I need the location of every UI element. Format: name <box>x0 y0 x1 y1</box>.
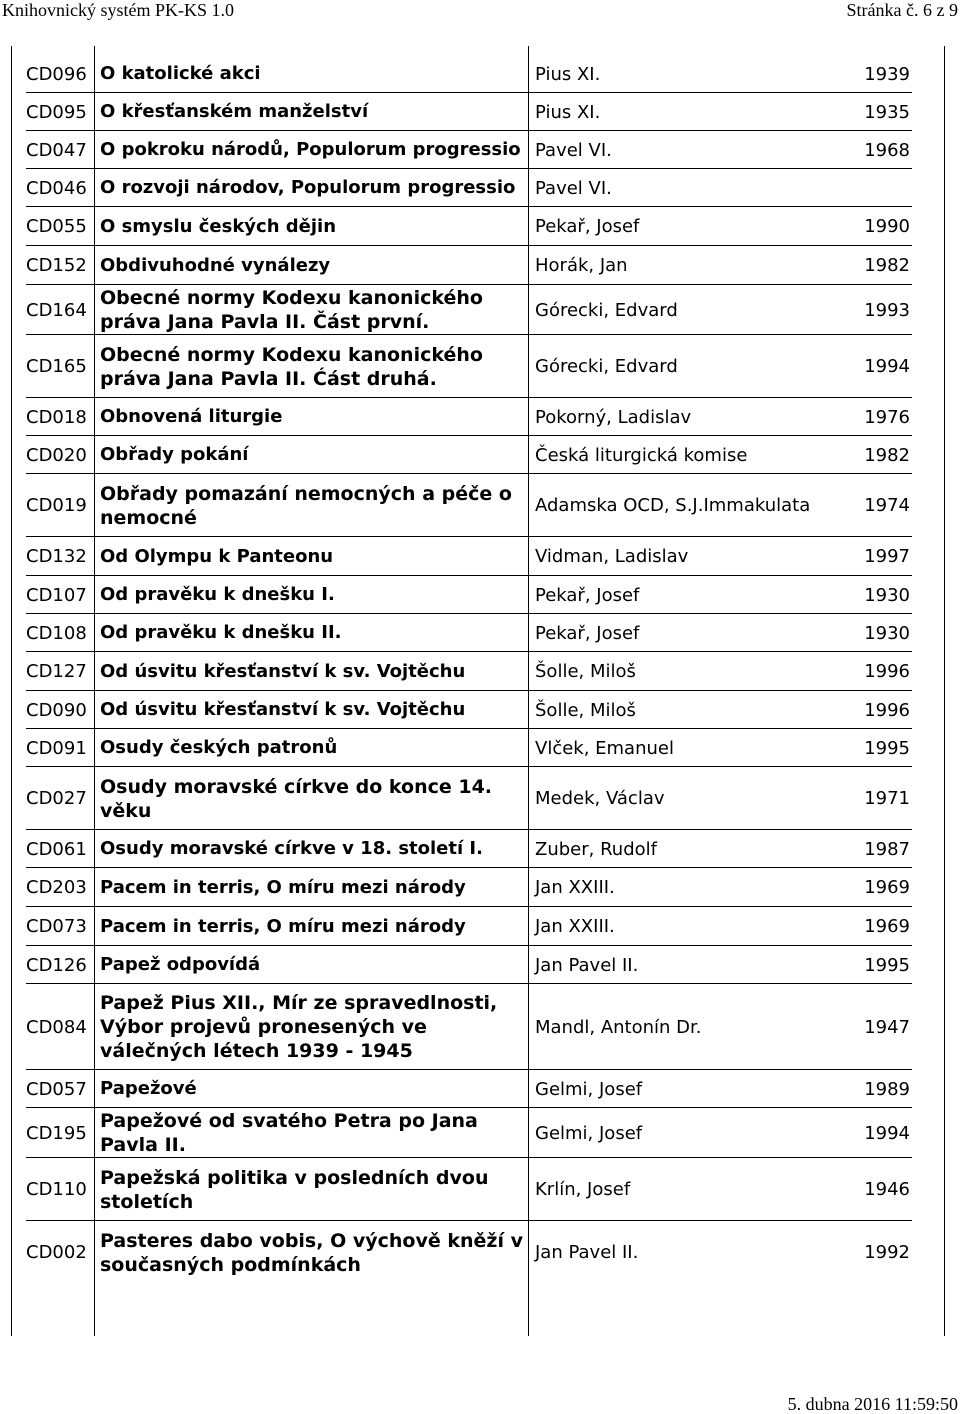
item-year: 1930 <box>864 622 910 644</box>
item-title: Obecné normy Kodexu kanonického práva Jana Pavla II. Ćást druhá. <box>100 343 483 390</box>
item-title: Osudy moravské církve do konce 14. věku <box>100 775 493 822</box>
item-title: Od pravěku k dnešku II. <box>100 622 342 643</box>
item-author: Vidman, Ladislav <box>535 546 689 567</box>
item-title: Papež odpovídá <box>100 954 261 975</box>
table-row <box>0 335 960 398</box>
item-year: 1976 <box>864 406 910 428</box>
item-year: 1982 <box>864 255 910 276</box>
item-year: 1974 <box>864 495 910 516</box>
item-code: CD018 <box>26 406 87 428</box>
item-code: CD096 <box>26 63 87 85</box>
item-title: Obnovená liturgie <box>100 406 283 427</box>
item-author: Pius XI. <box>535 101 601 123</box>
item-title: Papežská politika v posledních dvou stoletích <box>100 1166 489 1213</box>
item-code: CD095 <box>26 101 87 123</box>
table-row <box>0 729 960 767</box>
item-code: CD195 <box>26 1122 87 1144</box>
item-title: Od pravěku k dnešku I. <box>100 584 335 605</box>
item-code: CD127 <box>26 661 87 682</box>
item-author: Mandl, Antonín Dr. <box>535 1016 702 1038</box>
item-author: Zuber, Rudolf <box>535 838 657 860</box>
item-code: CD019 <box>26 495 87 516</box>
item-year: 1997 <box>864 546 910 567</box>
item-author: Česká liturgická komise <box>535 444 748 466</box>
item-code: CD046 <box>26 177 87 199</box>
table-row <box>0 946 960 984</box>
item-title: Pacem in terris, O míru mezi národy <box>100 915 466 937</box>
table-row <box>0 652 960 691</box>
table-row <box>0 868 960 907</box>
item-code: CD002 <box>26 1242 87 1263</box>
table-row <box>0 614 960 652</box>
item-code: CD108 <box>26 622 87 644</box>
item-author: Pokorný, Ladislav <box>535 406 692 428</box>
item-title: O smyslu českých dějin <box>100 215 337 237</box>
item-author: Pavel VI. <box>535 177 612 199</box>
item-code: CD084 <box>26 1016 87 1038</box>
item-author: Krlín, Josef <box>535 1179 631 1200</box>
item-author: Pavel VI. <box>535 139 612 161</box>
table-row <box>0 169 960 207</box>
table-row <box>0 474 960 537</box>
item-title: Obřady pokání <box>100 444 249 465</box>
table-row <box>0 246 960 285</box>
item-author: Gelmi, Josef <box>535 1078 643 1100</box>
item-title: Osudy českých patronů <box>100 737 338 758</box>
item-title: Od Olympu k Panteonu <box>100 545 334 567</box>
item-author: Pius XI. <box>535 63 601 85</box>
item-title: O katolické akci <box>100 63 261 84</box>
item-code: CD152 <box>26 255 87 276</box>
item-title: Od úsvitu křesťanství k sv. Vojtěchu <box>100 660 466 682</box>
item-author: Adamska OCD, S.J.Immakulata <box>535 495 811 516</box>
item-year <box>830 169 910 207</box>
item-title: Pasteres dabo vobis, O výchově kněží v současných podmínkách <box>100 1229 523 1276</box>
item-author: Pekař, Josef <box>535 216 640 237</box>
item-year: 1993 <box>864 299 910 321</box>
table-row <box>0 55 960 93</box>
item-title: Od úsvitu křesťanství k sv. Vojtěchu <box>100 699 466 720</box>
item-code: CD055 <box>26 216 87 237</box>
item-title: Pacem in terris, O míru mezi národy <box>100 876 466 898</box>
item-code: CD027 <box>26 788 87 809</box>
item-author: Pekař, Josef <box>535 584 640 606</box>
item-title: O rozvoji národov, Populorum progressio <box>100 177 516 198</box>
item-code: CD165 <box>26 356 87 377</box>
table-row <box>0 907 960 946</box>
item-author: Górecki, Edvard <box>535 356 678 377</box>
item-code: CD073 <box>26 916 87 937</box>
item-code: CD090 <box>26 699 87 721</box>
item-title: Obdivuhodné vynálezy <box>100 254 331 276</box>
item-year: 1994 <box>864 356 910 377</box>
table-row <box>0 1070 960 1108</box>
table-row <box>0 1158 960 1221</box>
item-year: 1995 <box>864 737 910 759</box>
item-author: Pekař, Josef <box>535 622 640 644</box>
table-row <box>0 93 960 131</box>
table-row <box>0 285 960 335</box>
item-year: 1969 <box>864 877 910 898</box>
item-code: CD057 <box>26 1078 87 1100</box>
item-year: 1990 <box>864 216 910 237</box>
item-code: CD110 <box>26 1179 87 1200</box>
table-row <box>0 537 960 576</box>
item-title: O pokroku národů, Populorum progressio <box>100 139 521 160</box>
item-title: Obřady pomazání nemocných a péče o nemocné <box>100 482 512 529</box>
item-year: 1996 <box>864 699 910 721</box>
app-title: Knihovnický systém PK-KS 1.0 <box>2 0 235 20</box>
item-code: CD132 <box>26 546 87 567</box>
item-year: 1939 <box>864 63 910 85</box>
item-author: Jan Pavel II. <box>535 954 639 976</box>
item-author: Gelmi, Josef <box>535 1122 643 1144</box>
item-author: Vlček, Emanuel <box>535 737 674 759</box>
item-year: 1946 <box>864 1179 910 1200</box>
table-row <box>0 984 960 1070</box>
item-author: Jan Pavel II. <box>535 1242 639 1263</box>
item-year: 1971 <box>864 788 910 809</box>
table-row <box>0 576 960 614</box>
page-number: Stránka č. 6 z 9 <box>846 0 958 20</box>
item-title: Osudy moravské církve v 18. století I. <box>100 838 483 859</box>
table-row <box>0 691 960 729</box>
item-title: Obecné normy Kodexu kanonického práva Jana Pavla II. Část první. <box>100 287 483 333</box>
item-year: 1992 <box>864 1242 910 1263</box>
item-title: O křesťanském manželství <box>100 101 369 122</box>
table-row <box>0 398 960 436</box>
item-code: CD061 <box>26 838 87 860</box>
table-row <box>0 1221 960 1284</box>
page-header <box>0 0 960 20</box>
item-author: Jan XXIII. <box>535 916 615 937</box>
item-code: CD107 <box>26 584 87 606</box>
item-code: CD047 <box>26 139 87 161</box>
item-title: Papežové <box>100 1078 197 1099</box>
item-year: 1969 <box>864 916 910 937</box>
table-row <box>0 830 960 868</box>
table-row <box>0 1108 960 1158</box>
item-author: Górecki, Edvard <box>535 299 678 321</box>
item-year: 1995 <box>864 954 910 976</box>
item-code: CD203 <box>26 877 87 898</box>
item-title: Papež Pius XII., Mír ze spravedlnosti, Výbor projevů pronesených ve válečných létech 1939 - 1945 <box>100 992 498 1062</box>
item-year: 1930 <box>864 584 910 606</box>
item-year: 1989 <box>864 1078 910 1100</box>
item-year: 1994 <box>864 1122 910 1144</box>
item-author: Šolle, Miloš <box>535 661 636 682</box>
table-row <box>0 767 960 830</box>
item-code: CD126 <box>26 954 87 976</box>
print-timestamp: 5. dubna 2016 11:59:50 <box>787 1394 958 1414</box>
item-code: CD164 <box>26 299 87 321</box>
item-year: 1947 <box>864 1016 910 1038</box>
item-year: 1996 <box>864 661 910 682</box>
item-author: Jan XXIII. <box>535 877 615 898</box>
table-row <box>0 207 960 246</box>
item-author: Medek, Václav <box>535 788 665 809</box>
item-year: 1982 <box>864 444 910 466</box>
item-author: Šolle, Miloš <box>535 699 636 721</box>
item-code: CD020 <box>26 444 87 466</box>
table-row <box>0 436 960 474</box>
item-year: 1968 <box>864 139 910 161</box>
item-code: CD091 <box>26 737 87 759</box>
item-year: 1935 <box>864 101 910 123</box>
table-row <box>0 131 960 169</box>
item-title: Papežové od svatého Petra po Jana Pavla II. <box>100 1110 478 1156</box>
item-author: Horák, Jan <box>535 255 628 276</box>
item-year: 1987 <box>864 838 910 860</box>
